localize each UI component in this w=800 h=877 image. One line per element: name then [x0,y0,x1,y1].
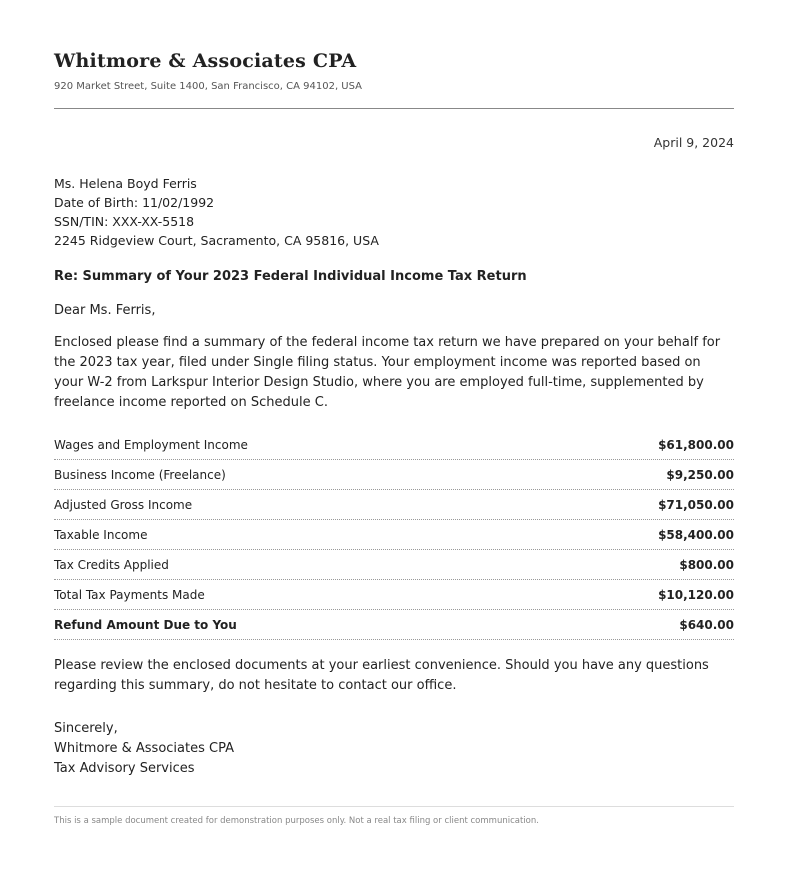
firm-address: 920 Market Street, Suite 1400, San Francisco, CA 94102, USA [54,81,363,92]
summary-row-payments [54,580,734,610]
intro-paragraph: Enclosed please find a summary of the federal income tax return we have prepared on your behalf for the 2023 tax year, filed under Single filing status. Your employment income was reported based on your W-2 from Larkspur Interior Design Studio, where you are employed full-time, supplemented by freelance income reported on Schedule C. [54,335,721,410]
signoff-firm: Whitmore & Associates CPA [54,741,234,756]
summary-row-tax-credits [54,550,734,580]
closing-paragraph: Please review the enclosed documents at your earliest convenience. Should you have any questions regarding this summary, do not hesitate to contact our office. [54,658,709,693]
firm-name: Whitmore & Associates CPA [54,50,357,72]
recipient-name: Ms. Helena Boyd Ferris [54,176,197,191]
summary-amount: $800.00 [679,557,734,572]
disclaimer-note: This is a sample document created for demonstration purposes only. Not a real tax filing or client communication. [54,816,539,826]
recipient-address: 2245 Ridgeview Court, Sacramento, CA 95816, USA [54,233,379,248]
summary-label: Total Tax Payments Made [54,587,205,602]
subject-line: Re: Summary of Your 2023 Federal Individual Income Tax Return [54,269,527,284]
summary-label: Adjusted Gross Income [54,497,193,512]
summary-row-business-income [54,460,734,490]
signature-block [54,719,234,779]
signoff-department: Tax Advisory Services [54,761,195,776]
recipient-ssn: SSN/TIN: XXX-XX-5518 [54,214,195,229]
footer-divider [54,806,734,807]
summary-amount: $10,120.00 [658,587,734,602]
summary-amount: $58,400.00 [658,527,734,542]
summary-amount: $9,250.00 [666,467,734,482]
letter-date: April 9, 2024 [653,135,734,150]
summary-row-agi [54,490,734,520]
tax-summary-table [54,430,734,640]
summary-amount: $640.00 [679,617,734,632]
header-divider [54,108,734,109]
summary-label: Refund Amount Due to You [54,617,237,632]
summary-label: Business Income (Freelance) [54,467,226,482]
valediction: Sincerely, [54,721,118,736]
summary-amount: $61,800.00 [658,437,734,452]
summary-row-refund [54,610,734,640]
salutation: Dear Ms. Ferris, [54,303,156,318]
summary-row-taxable-income [54,520,734,550]
summary-label: Taxable Income [54,527,148,542]
recipient-dob: Date of Birth: 11/02/1992 [54,195,215,210]
summary-label: Wages and Employment Income [54,437,248,452]
summary-label: Tax Credits Applied [54,557,169,572]
summary-row-wages [54,430,734,460]
summary-amount: $71,050.00 [658,497,734,512]
recipient-block [54,174,379,250]
